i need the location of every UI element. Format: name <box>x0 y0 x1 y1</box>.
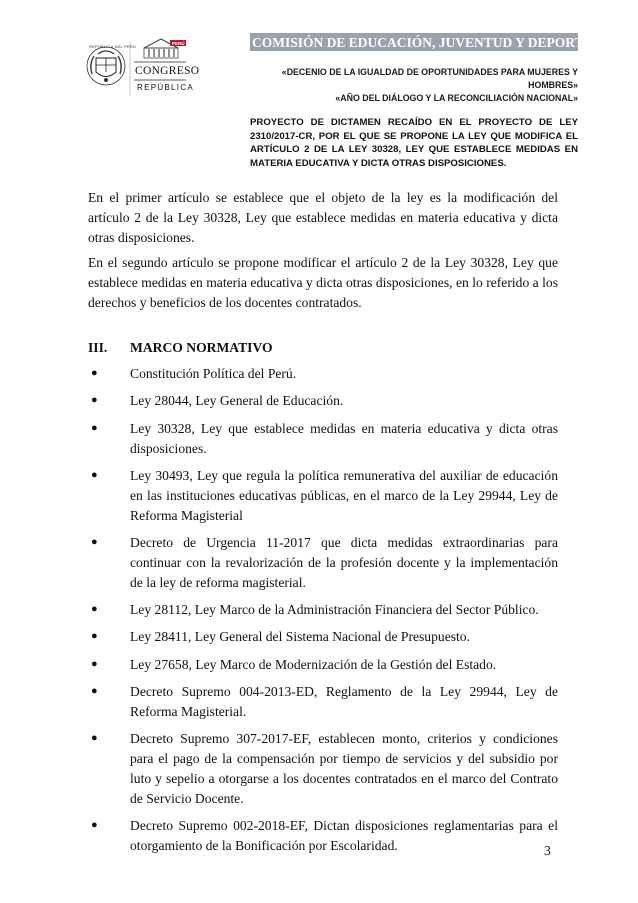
list-item-text: Ley 28044, Ley General de Educación. <box>130 393 344 409</box>
list-item <box>88 419 558 459</box>
logo-republica-text: REPÚBLICA <box>137 83 195 92</box>
list-item <box>88 364 558 384</box>
list-item <box>88 600 558 620</box>
decade-motto <box>250 66 578 105</box>
section-number: III. <box>88 340 108 355</box>
paragraph-2: En el segundo artículo se propone modificar el artículo 2 de la Ley 30328, Ley que establece medidas en materia educativa y dicta otras disposiciones, en lo referido a los derechos y beneficios de los docentes contratados. <box>88 255 558 310</box>
bullet-icon: ● <box>91 630 98 643</box>
project-title: PROYECTO DE DICTAMEN RECAÍDO EN EL PROYECTO DE LEY 2310/2017-CR, POR EL QUE SE PROPONE LA LEY QUE MODIFICA EL ARTÍCULO 2 DE LA LEY 30328, LEY QUE ESTABLECE MEDIDAS EN MATERIA EDUCATIVA Y DICTA OTRAS DISPOSICIONES. <box>250 117 578 169</box>
list-item-text: Ley 28411, Ley General del Sistema Nacional de Presupuesto. <box>130 629 470 645</box>
list-item <box>88 682 558 722</box>
page-number: 3 <box>544 843 551 858</box>
document-header <box>250 33 593 105</box>
list-item-text: Decreto Supremo 307-2017-EF, establecen monto, criterios y condiciones para el pago de la compensación por tiempo de servicios y del subsidio por luto y sepelio a otorgarse a los docentes contratados en el marco del Contrato de Servicio Docente. <box>130 731 558 806</box>
list-item-text: Decreto Supremo 002-2018-EF, Dictan disposiciones reglamentarias para el otorgamiento de la Bonificación por Escolaridad. <box>130 818 558 853</box>
list-item-text: Decreto Supremo 004-2013-ED, Reglamento de la Ley 29944, Ley de Reforma Magisterial. <box>130 684 558 719</box>
congress-logo <box>86 34 200 104</box>
logo-congreso-text: CONGRESO <box>135 65 200 77</box>
list-item <box>88 729 558 808</box>
list-item <box>88 655 558 675</box>
bullet-icon: ● <box>91 367 98 379</box>
bullet-icon: ● <box>91 657 98 670</box>
list-item-text: Ley 30328, Ley que establece medidas en materia educativa y dicta otras disposiciones. <box>130 420 558 456</box>
list-item <box>88 466 558 525</box>
logo-peru-text: PERÚ <box>172 41 185 46</box>
list-item-text: Ley 30493, Ley que regula la política remunerativa del auxiliar de educación en las instituciones educativas públicas, en el marco de la Ley 29944, Ley de Reforma Magisterial <box>130 467 558 523</box>
decade-line-2: «AÑO DEL DIÁLOGO Y LA RECONCILIACIÓN NACIONAL» <box>335 93 578 103</box>
bullet-icon: ● <box>91 819 98 832</box>
bullet-icon: ● <box>91 732 98 745</box>
list-item-text: Decreto de Urgencia 11-2017 que dicta medidas extraordinarias para continuar con la revalorización de la profesión docente y la implementación de la ley de reforma magisterial. <box>130 534 558 590</box>
bullet-icon: ● <box>91 535 98 548</box>
list-item-text: Ley 27658, Ley Marco de Modernización de la Gestión del Estado. <box>130 656 497 672</box>
list-item-text: Constitución Política del Perú. <box>130 366 297 381</box>
paragraph-1: En el primer artículo se establece que el objeto de la ley es la modificación del artículo 2 de la Ley 30328, Ley que establece medidas en materia educativa y dicta otras disposiciones. <box>88 190 558 245</box>
list-item <box>88 533 558 592</box>
section-title-text: MARCO NORMATIVO <box>130 340 273 355</box>
list-item <box>88 627 558 647</box>
decade-line-1: «DECENIO DE LA IGUALDAD DE OPORTUNIDADES PARA MUJERES Y HOMBRES» <box>281 67 578 90</box>
bullet-icon: ● <box>91 685 98 698</box>
list-item <box>88 391 558 411</box>
legal-framework-list <box>88 364 558 863</box>
section-heading <box>88 340 273 356</box>
list-item-text: Ley 28112, Ley Marco de la Administración Financiera del Sector Público. <box>130 601 539 617</box>
bullet-icon: ● <box>91 394 98 407</box>
bullet-icon: ● <box>91 468 98 481</box>
list-item <box>88 816 558 856</box>
bullet-icon: ● <box>91 602 98 615</box>
seal-caption: REPÚBLICA DEL PERÚ <box>89 44 137 49</box>
bullet-icon: ● <box>91 421 98 434</box>
commission-title: COMISIÓN DE EDUCACIÓN, JUVENTUD Y DEPORTE <box>252 35 593 50</box>
